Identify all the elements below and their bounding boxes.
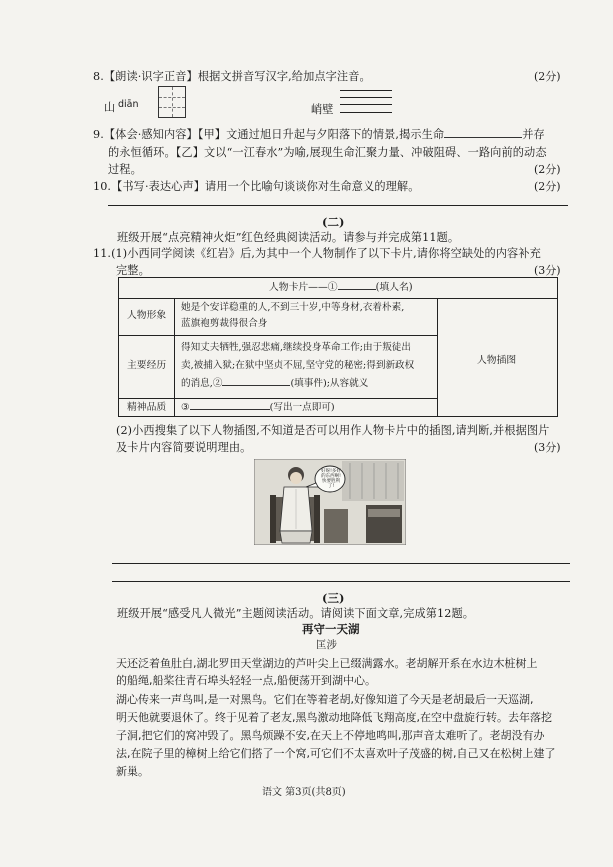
card-name-blank[interactable] — [338, 280, 376, 290]
q10-text: 10.【书写·表达心声】请用一个比喻句谈谈你对生命意义的理解。 — [93, 180, 420, 193]
passage-author: 匡涉 — [316, 639, 337, 651]
q8-pinyin-line-1 — [340, 90, 392, 91]
q8-item2: 峭壁 — [311, 103, 334, 116]
q9-answer-blank[interactable] — [444, 127, 522, 138]
q11-part2-line2: 及卡片内容简要说明理由。 — [116, 441, 252, 454]
q8-pinyin-line-2 — [340, 97, 392, 98]
passage-title: 再守一天湖 — [302, 622, 360, 636]
q8-pinyin-line-3 — [340, 104, 392, 105]
section-2-heading: (二) — [322, 215, 345, 229]
passage-line-2: 的船绳,船桨往青石埠头轻轻一点,船便荡开到湖中心。 — [116, 674, 376, 687]
passage-line-6: 法,在院子里的樟树上给它们搭了一个窝,可它们不太喜欢叶子茂盛的树,自己又在松树上建了 — [116, 747, 556, 760]
q11-line1: 11.(1)小西同学阅读《红岩》后,为其中一个人物制作了以下卡片,请你将空缺处的内容补充 — [93, 247, 541, 260]
card-event-blank[interactable] — [222, 376, 290, 386]
passage-line-3: 湖心传来一声鸟叫,是一对黑鸟。它们在等着老胡,好像知道了今天是老胡最后一天巡湖, — [116, 693, 534, 706]
card-illustration-placeholder: 人物插图 — [477, 355, 517, 366]
card-image-line-1: 她是个安详稳重的人,不到三十岁,中等身材,衣着朴素, — [181, 302, 405, 313]
card-image-line-2: 蓝旗袍剪裁得很合身 — [181, 318, 268, 329]
section-3-heading: (三) — [322, 591, 345, 605]
character-illustration — [254, 459, 406, 545]
passage-line-5: 子洞,把它们的窝冲毁了。黑鸟烦躁不安,在天上不停地鸣叫,那声音太难听了。老胡没有办 — [116, 729, 545, 742]
card-exp-line-1: 得知丈夫牺牲,强忍悲痛,继续投身革命工作;由于叛徒出 — [181, 342, 411, 353]
q9-line1-a: 9.【体会·感知内容】【甲】文通过旭日升起与夕阳落下的情景,揭示生命 — [93, 128, 445, 141]
q11-score2: (3分) — [534, 441, 561, 454]
q8-text: 8.【朗读·识字正音】根据文拼音写汉字,给加点字注音。 — [93, 70, 371, 83]
passage-line-7: 新巢。 — [116, 765, 149, 778]
q8-item1-pinyin: diān — [118, 99, 139, 110]
q8-score: (2分) — [534, 70, 561, 83]
card-label-experience: 主要经历 — [127, 360, 167, 371]
q11-part2-line1: (2)小西搜集了以下人物插图,不知道是否可以用作人物卡片中的插图,请判断,并根据图片 — [116, 424, 550, 437]
q11-answer-line-1[interactable] — [112, 563, 570, 564]
page-footer: 语文 第3页(共8页) — [262, 787, 346, 798]
section-2-intro: 班级开展“点亮精神火炬”红色经典阅读活动。请参与并完成第11题。 — [117, 231, 460, 244]
card-label-image: 人物形象 — [127, 310, 167, 321]
q10-answer-line[interactable] — [108, 205, 568, 206]
hanzi-writing-box[interactable] — [158, 86, 186, 118]
speech-bubble-text: 好呀!多好的东西啊!快要胜利了! — [321, 469, 341, 489]
passage-line-1: 天还泛着鱼肚白,湖北罗田天堂湖边的芦叶尖上已缀满露水。老胡解开系在水边木桩树上 — [116, 657, 538, 670]
q10-score: (2分) — [534, 180, 561, 193]
q11-line2: 完整。 — [116, 264, 150, 277]
card-label-quality: 精神品质 — [127, 402, 167, 413]
card-quality-blank[interactable] — [190, 400, 270, 410]
character-card — [118, 277, 558, 417]
q11-score1: (3分) — [534, 264, 561, 277]
q9-line1-b: 并存 — [522, 128, 545, 141]
q8-pinyin-line-4 — [340, 112, 392, 113]
section-3-intro: 班级开展“感受凡人微光”主题阅读活动。请阅读下面文章,完成第12题。 — [117, 607, 475, 620]
card-exp-line-2: 卖,被捕入狱;在狱中坚贞不屈,坚守党的秘密;得到新政权 — [181, 360, 415, 371]
card-title: 人物卡片——① (填人名) — [269, 282, 413, 293]
card-quality-line: ③ (写出一点即可) — [181, 402, 335, 413]
q8-item1-prefix: 山 — [104, 101, 116, 114]
q11-answer-line-2[interactable] — [112, 581, 570, 582]
passage-line-4: 明天他就要退休了。终于见着了老友,黑鸟激动地降低飞翔高度,在空中盘旋行转。去年落挖 — [116, 711, 552, 724]
q9-line2: 的永恒循环。【乙】文以“一江春水”为喻,展现生命汇聚力量、冲破阻碍、一路向前的动态 — [108, 146, 547, 159]
q9-line3: 过程。 — [108, 163, 142, 176]
q9-score: (2分) — [534, 163, 561, 176]
card-exp-line-3: 的消息,② (填事件);从容就义 — [181, 378, 369, 389]
